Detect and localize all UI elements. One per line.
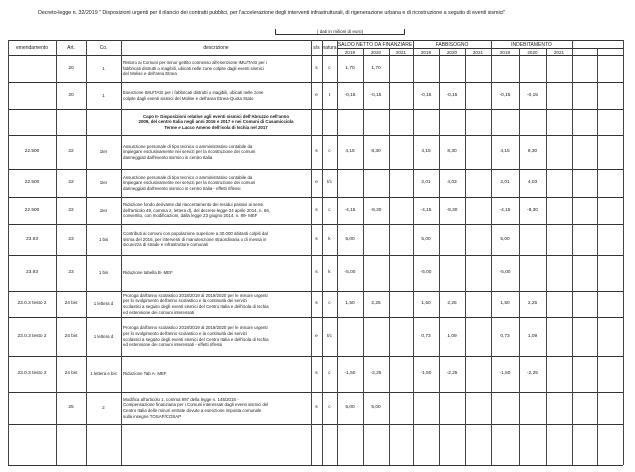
- header-sc: s/s: [313, 45, 320, 51]
- row-divider: [8, 109, 623, 110]
- natura-cell: t/c: [326, 180, 333, 185]
- art-cell: 20: [68, 65, 74, 71]
- value-cell: -4,15: [499, 207, 511, 213]
- header-year: 2019: [499, 49, 511, 55]
- natura-cell: c: [328, 405, 331, 410]
- emendamento-cell: 23.0.3 testo 2: [17, 301, 47, 306]
- value-cell: 8,30: [371, 149, 381, 154]
- column-divider: [413, 40, 414, 465]
- description-line: del Molise e dell'area Etnea: [123, 71, 177, 77]
- natura-cell: c: [328, 65, 331, 71]
- description-line: danneggiati dall'evento sismico in centro Italia - effetti riflessi: [123, 185, 241, 191]
- value-cell: 1,70: [371, 65, 381, 71]
- column-divider: [465, 48, 466, 465]
- value-cell: 1,50: [345, 301, 355, 306]
- co-cell: 1 lettera e bis: [90, 371, 117, 376]
- column-divider: [623, 40, 624, 465]
- row-divider: [8, 291, 623, 292]
- co-cell: 1: [102, 65, 105, 71]
- column-divider: [86, 40, 87, 465]
- column-divider: [121, 40, 122, 465]
- description-line: sulla insegne TOSAP/COSAP: [123, 413, 182, 419]
- sc-cell: s: [315, 65, 318, 71]
- co-cell: 1ter: [99, 180, 108, 185]
- value-cell: -0,15: [446, 92, 458, 98]
- sc-cell: s: [315, 270, 318, 275]
- description-line: Capo II- Disposizioni relative agli eventi sismici dell'Abruzzo nell'anno: [142, 113, 290, 119]
- art-cell: 22: [68, 149, 74, 154]
- description-line: scolastici a seguito degli eventi sismici del Centro Italia e dell'isola di Ischia: [123, 304, 269, 309]
- emendamento-cell: 23.0.3 testo 2: [17, 333, 47, 339]
- value-cell: 5,00: [500, 236, 510, 242]
- natura-cell: c: [328, 371, 331, 376]
- column-divider: [519, 48, 520, 465]
- description-line: 2009, del centro Italia negli anni 2016 e 2017 e nei Comuni di Casamicciola: [138, 119, 294, 125]
- sc-cell: s: [315, 236, 318, 242]
- sc-cell: e: [315, 92, 318, 98]
- value-cell: -8,30: [370, 207, 382, 213]
- header-year: 2020: [446, 49, 458, 55]
- natura-cell: t/c: [326, 333, 333, 339]
- value-cell: -2,25: [446, 371, 458, 376]
- description-line: sicurezza di strade e infrastrutture comunali: [123, 242, 208, 248]
- row-divider: [8, 169, 623, 170]
- description-line: Proroga dall'anno scolastico 2018/2019 al 2019/2020 per le misure urgenti: [123, 292, 268, 298]
- header-year: 2020: [370, 49, 382, 55]
- value-cell: 4,15: [345, 149, 355, 154]
- co-cell: 1 lettera d: [93, 301, 114, 306]
- value-cell: 2,01: [500, 180, 510, 185]
- description-line: Modifica all'articolo 1, comma 997 della legge n. 145/2018 -: [123, 396, 239, 402]
- value-cell: 5,00: [371, 405, 381, 410]
- description-line: sisma del 2016, per interventi di manutenzione straordinaria o di messa in: [123, 236, 267, 242]
- description-line: Riduzione tabella B- MEF: [123, 270, 173, 276]
- art-cell: 24 bis: [64, 301, 78, 306]
- value-cell: -2,25: [370, 371, 382, 376]
- natura-cell: c: [328, 149, 331, 154]
- row-divider: [8, 356, 623, 357]
- header-year: 2019: [420, 49, 432, 55]
- value-cell: -0,15: [499, 92, 511, 98]
- value-cell: -1,50: [499, 371, 511, 376]
- sc-cell: s: [315, 371, 318, 376]
- column-divider: [8, 40, 9, 465]
- value-cell: 2,01: [421, 180, 431, 185]
- description-line: Terme e Lacco Ameno dell'isola di Ischia nel 2017: [164, 124, 268, 130]
- header-year: 2019: [344, 49, 356, 55]
- value-cell: 0,73: [500, 333, 510, 339]
- value-cell: 1,50: [500, 301, 510, 306]
- row-divider: [8, 317, 623, 318]
- value-cell: 1,70: [345, 65, 355, 71]
- emendamento-cell: 23.0.3 testo 2: [17, 371, 47, 376]
- header-indebitamento: INDEBITAMENTO: [511, 41, 552, 48]
- value-cell: -8,30: [446, 207, 458, 213]
- value-cell: -4,15: [344, 207, 356, 213]
- natura-cell: k: [328, 270, 331, 275]
- art-cell: 20: [68, 92, 74, 98]
- column-divider: [56, 40, 57, 465]
- value-cell: 0,73: [421, 333, 431, 339]
- natura-cell: k: [328, 236, 331, 242]
- row-divider: [8, 197, 623, 198]
- description-line: scolastici a seguito degli eventi sismici del Centro Italia e dell'isola di Ischia: [123, 336, 269, 342]
- column-divider: [597, 48, 598, 465]
- description-line: Compensazione finanziaria per i Comuni interessati dagli eventi sismici del: [123, 402, 269, 408]
- value-cell: 8,30: [447, 149, 457, 154]
- emendamento-cell: 23.93: [25, 270, 38, 275]
- sc-cell: s: [315, 207, 318, 213]
- row-divider: [8, 392, 623, 393]
- row-divider: [8, 424, 623, 425]
- emendamento-cell: 22.500: [24, 180, 40, 185]
- value-cell: 2,25: [371, 301, 381, 306]
- description-line: Riduzione Tab A- MEF: [123, 371, 167, 377]
- value-cell: -5,00: [499, 270, 511, 275]
- sc-cell: e: [315, 333, 318, 339]
- value-cell: -2,25: [527, 371, 538, 376]
- value-cell: 1,50: [421, 301, 431, 306]
- emendamento-cell: 22.500: [24, 149, 40, 154]
- column-divider: [491, 40, 492, 465]
- document-title: Decreto-legge n. 32/2019 " Disposizioni urgenti per il rilancio dei contratti pubblici, per l'accelerazione degli interventi infrastrutturali, di rigenerazione urbana e di ricostruzione a seguito di eventi sismici": [38, 10, 506, 16]
- art-cell: 24 bis: [64, 333, 78, 339]
- value-cell: 1,09: [447, 333, 457, 339]
- description-line: ed estensione dei comuni interessati - effetti riflessi: [123, 342, 223, 348]
- value-cell: 4,15: [500, 149, 510, 154]
- header-co: Co.: [99, 45, 108, 51]
- description-line: Esenzione IMU/TASI per i fabbricati distrutti o inagibili, ubicati nelle zone: [123, 89, 264, 95]
- co-cell: 1 bis: [98, 270, 109, 275]
- emendamento-cell: 23.93: [25, 236, 38, 242]
- column-divider: [546, 48, 547, 465]
- header-descrizione: descrizione: [203, 45, 229, 51]
- value-cell: -5,00: [344, 270, 356, 275]
- description-line: Centro Italia delle minori entrate dovute a esenzione imposta comunale: [123, 408, 262, 413]
- column-divider: [389, 48, 390, 465]
- header-year: 2021: [395, 49, 407, 55]
- description-line: Riduzione fondo derivante dal riaccertamento dei residui passivi ai sensi: [123, 202, 264, 208]
- row-divider: [8, 82, 623, 83]
- co-cell: 2: [102, 405, 105, 410]
- natura-cell: t: [328, 92, 331, 98]
- column-divider: [311, 40, 312, 465]
- header-bottom-border: [8, 55, 623, 56]
- header-year: 2020: [527, 49, 538, 55]
- emendamento-cell: 22.500: [24, 207, 40, 213]
- value-cell: -0,15: [420, 92, 432, 98]
- value-cell: -0,15: [527, 92, 538, 98]
- value-cell: -1,50: [344, 371, 356, 376]
- value-cell: 2,25: [447, 301, 457, 306]
- value-cell: -1,50: [420, 371, 432, 376]
- value-cell: 8,30: [527, 149, 538, 154]
- art-cell: 23: [68, 236, 74, 242]
- value-cell: -0,15: [370, 92, 382, 98]
- column-divider: [363, 48, 364, 465]
- description-line: colpite dagli eventi sismici del Molise e dell'area Etnea-Quota Stato: [123, 95, 254, 101]
- value-cell: 5,00: [345, 405, 355, 410]
- row-divider: [8, 224, 623, 225]
- header-natura: natura: [322, 45, 337, 51]
- column-divider: [572, 40, 573, 465]
- art-cell: 22: [68, 207, 74, 213]
- header-year: 2021: [553, 49, 565, 55]
- sc-cell: s: [315, 405, 318, 410]
- art-cell: 24 bis: [64, 371, 78, 376]
- description-line: per lo svolgimento dell'anno scolastico e la continuità dei servizi: [123, 298, 247, 304]
- description-line: dell'articolo 49, comma 2, lettera d), del decreto-legge 24 aprile 2014, n. 66,: [123, 207, 271, 213]
- co-cell: 1ter: [99, 207, 108, 213]
- description-line: Assunzione personale di tipo tecnico o amministrativo contabile da: [123, 174, 253, 180]
- header-saldo-netto: SALDO NETTO DA FINANZIARE: [337, 41, 413, 48]
- co-cell: 1: [102, 92, 105, 98]
- value-cell: 2,25: [527, 301, 538, 306]
- co-cell: 1 bis: [98, 236, 109, 242]
- sc-cell: s: [315, 301, 318, 306]
- description-line: convertito, con modificazioni, dalla legge 23 giugno 2014, n. 89- MEF: [123, 213, 258, 219]
- column-divider: [322, 40, 323, 465]
- art-cell: 23: [68, 270, 74, 275]
- units-note: ( dati in milioni di euro): [275, 29, 405, 35]
- value-cell: 5,00: [345, 236, 355, 242]
- description-line: danneggiati dall'evento sismico in centro Italia: [123, 154, 213, 160]
- description-line: fabbricati distrutti o inagibili, ubicati nelle zone colpite dagli eventi sismici: [123, 65, 264, 71]
- art-cell: 25: [68, 405, 74, 410]
- header-art: Art.: [67, 45, 75, 51]
- natura-cell: c: [328, 301, 331, 306]
- row-divider: [8, 465, 623, 466]
- description-line: Ristoro ai Comuni per minor gettito connesso all'esenzione IMU/TASI per i: [123, 60, 268, 66]
- value-cell: 4,03: [527, 180, 538, 185]
- value-cell: -0,15: [344, 92, 356, 98]
- sc-cell: s: [315, 149, 318, 154]
- description-line: per lo svolgimento dell'anno scolastico e la continuità dei servizi: [123, 330, 247, 336]
- natura-cell: c: [328, 207, 331, 213]
- value-cell: -4,15: [420, 207, 432, 213]
- co-cell: 1 lettera d: [93, 333, 114, 339]
- header-fabbisogno: FABBISOGNO: [435, 41, 469, 48]
- value-cell: -5,00: [420, 270, 432, 275]
- art-cell: 22: [68, 180, 74, 185]
- row-divider: [8, 135, 623, 136]
- value-cell: -8,30: [527, 207, 538, 213]
- row-divider: [8, 255, 623, 256]
- sc-cell: e: [315, 180, 318, 185]
- column-divider: [439, 48, 440, 465]
- value-cell: 1,09: [527, 333, 538, 339]
- value-cell: 4,15: [421, 149, 431, 154]
- description-line: Contributi ai comuni con popolazione superiore a 30.000 abitanti colpiti dal: [123, 231, 268, 237]
- column-divider: [337, 40, 338, 465]
- header-year: 2021: [472, 49, 484, 55]
- description-line: impiegare esclusivamente nei servizi per la ricostruzione dei comuni: [123, 180, 256, 186]
- description-line: Assunzione personale di tipo tecnico o amministrativo contabile da: [123, 143, 253, 149]
- value-cell: 4,03: [447, 180, 457, 185]
- description-line: impiegare esclusivamente nei servizi per la ricostruzione dei comuni: [123, 149, 256, 155]
- description-line: Proroga dall'anno scolastico 2018/2019 al 2019/2020 per le misure urgenti: [123, 325, 268, 331]
- header-emendamento: emendamento: [16, 45, 48, 51]
- co-cell: 1ter: [99, 149, 108, 154]
- value-cell: 5,00: [421, 236, 431, 242]
- description-line: ed estensione dei comuni interessati: [123, 309, 195, 315]
